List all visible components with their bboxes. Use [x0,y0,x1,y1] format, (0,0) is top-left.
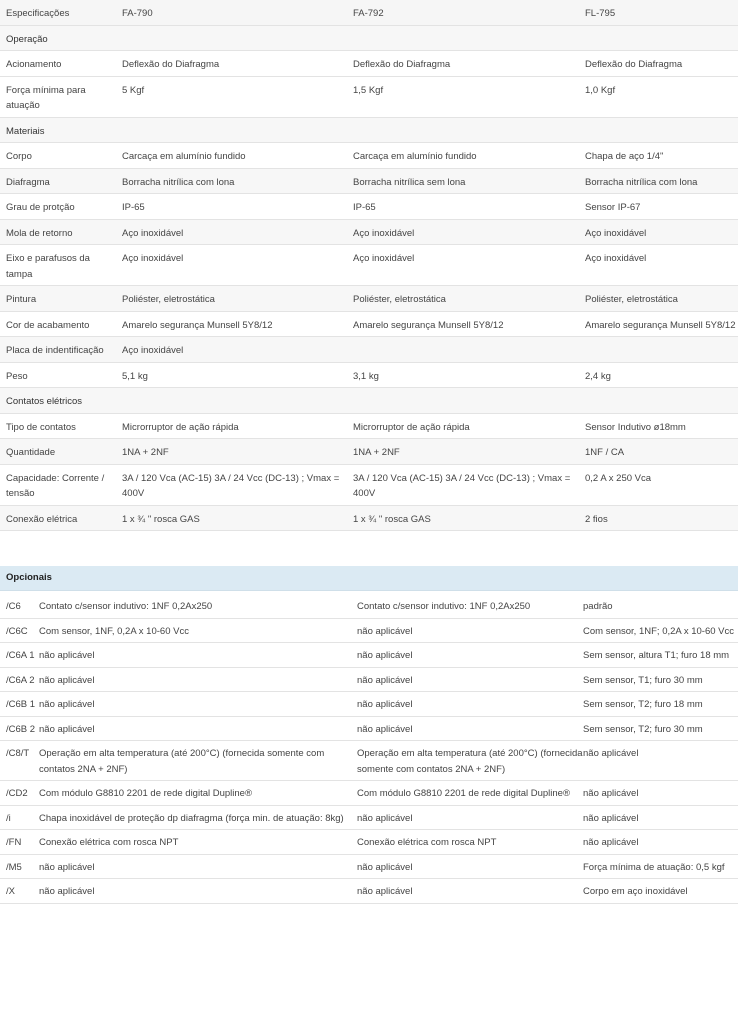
table-row [0,168,738,194]
table-row-cell: Diafragma [0,168,122,194]
table-row-cell: 1 x ¾ " rosca GAS [353,505,585,531]
table-row-cell: Quantidade [0,439,122,465]
table-row-cell: Capacidade: Corrente / tensão [6,472,105,499]
section-row-cell: Operação [0,25,122,51]
optional-code: /FN [6,837,22,848]
table-row [0,505,738,531]
optional-cell: Com sensor, 1NF; 0,2A x 10-60 Vcc [583,625,735,637]
table-row-cell: Amarelo segurança Munsell 5Y8/12 [122,319,273,331]
table-row-cell: 1NF / CA [585,439,738,465]
table-row-cell: 2 fios [585,505,738,531]
optional-row [0,594,738,618]
optionals-table [0,594,738,904]
optional-cell: Contato c/sensor indutivo: 1NF 0,2Ax250 [357,601,531,612]
optional-cell: Sem sensor, T2; furo 30 mm [583,723,703,735]
section-row-cell [122,388,353,414]
table-row-cell: Aço inoxidável [585,253,647,264]
table-row [0,194,738,220]
table-header-row-cell: Especificações [0,0,122,25]
optional-row [0,879,738,904]
optional-row [0,618,738,643]
table-row-cell: Conexão elétrica [0,505,122,531]
optional-cell: Força mínima de atuação: 0,5 kgf [583,861,725,873]
table-row-cell: Deflexão do Diafragma [353,59,451,70]
table-row-cell: Eixo e parafusos da tampa [6,253,90,280]
table-row [0,51,738,77]
optional-cell: Sem sensor, altura T1; furo 18 mm [583,650,730,661]
table-header-row-cell: FA-790 [122,0,353,25]
section-row-cell: Contatos elétricos [0,388,122,414]
table-row-cell: Amarelo segurança Munsell 5Y8/12 [585,319,736,331]
optional-cell: Conexão elétrica com rosca NPT [39,837,179,848]
optional-code: /C6A 1 [6,650,35,661]
table-row-cell [353,337,585,363]
table-row-cell: Pintura [0,286,122,312]
optional-cell: não aplicável [39,674,95,686]
section-row-cell: Materiais [0,117,122,143]
table-row-cell: Força mínima para atuação [6,84,86,111]
optional-cell: não aplicável [39,650,95,661]
optional-cell: não aplicável [39,861,95,873]
optional-row [0,854,738,879]
optional-row [0,692,738,717]
optional-code: /C6B 2 [6,723,36,735]
optional-cell: não aplicável [357,650,413,661]
optional-cell: Corpo em aço inoxidável [583,886,688,897]
optional-cell: não aplicável [583,837,639,848]
table-row-cell: 0,2 A x 250 Vca [585,472,652,484]
section-row-cell [585,117,738,143]
section-row [0,25,738,51]
optional-cell: Com módulo G8810 2201 de rede digital Dupline® [357,788,570,799]
table-row-cell: Peso [6,370,28,382]
table-row-cell [585,337,738,363]
table-row-cell: Carcaça em alumínio fundido [122,151,246,162]
table-row [0,219,738,245]
table-row-cell: Chapa de aço 1/4" [585,151,664,162]
table-row-cell: Amarelo segurança Munsell 5Y8/12 [353,319,504,331]
table-row [0,464,738,505]
optional-cell: Sem sensor, T1; furo 30 mm [583,674,703,686]
optional-cell: não aplicável [583,812,639,824]
table-row-cell: 5,1 kg [122,370,148,382]
table-row-cell: Cor de acabamento [6,319,90,331]
optional-cell: não aplicável [357,886,413,897]
table-row-cell: IP-65 [353,202,376,213]
optional-cell: Chapa inoxidável de proteção dp diafragma (força min. de atuação: 8kg) [39,812,344,824]
table-row-cell: Microrruptor de ação rápida [353,421,470,433]
optional-cell: Contato c/sensor indutivo: 1NF 0,2Ax250 [39,601,213,612]
table-row-cell: Aço inoxidável [353,253,415,264]
optional-cell: não aplicável [39,699,95,710]
optional-cell: não aplicável [583,788,639,799]
table-row-cell: 5 Kgf [122,84,145,96]
table-row-cell: Mola de retorno [0,219,122,245]
section-row-cell [353,25,585,51]
table-row [0,413,738,439]
table-row-cell: Poliéster, eletrostática [353,286,585,312]
table-header-row-cell: FA-792 [353,0,585,25]
optional-cell: padrão [583,601,613,612]
table-row-cell: Poliéster, eletrostática [122,286,353,312]
section-row [0,388,738,414]
optionals-header [0,566,738,591]
optional-cell: não aplicável [357,625,413,637]
optional-cell: Conexão elétrica com rosca NPT [357,837,497,848]
section-row-cell [353,388,585,414]
table-row [0,143,738,169]
table-row-cell: Borracha nitrílica com lona [585,168,738,194]
table-row-cell: 3,1 kg [353,370,379,382]
table-row-cell: Aço inoxidável [122,337,353,363]
optional-row [0,830,738,855]
table-row-cell: Sensor Indutivo ø18mm [585,421,686,433]
optional-row [0,716,738,741]
table-row-cell: 1,0 Kgf [585,84,616,96]
optional-cell: Com módulo G8810 2201 de rede digital Dupline® [39,788,252,799]
table-row [0,286,738,312]
table-row-cell: Borracha nitrílica sem lona [353,168,585,194]
optional-cell: não aplicável [357,723,413,735]
table-row-cell: Borracha nitrílica com lona [122,168,353,194]
table-row-cell: 1NA + 2NF [122,439,353,465]
table-row-cell: Acionamento [6,59,62,70]
optional-code: /C6C [6,625,28,637]
optional-cell: não aplicável [357,674,413,686]
section-row-cell [122,117,353,143]
optional-code: /C6A 2 [6,674,35,686]
table-row-cell: 1 x ¾ " rosca GAS [122,505,353,531]
optional-cell: não aplicável [357,699,413,710]
optional-code: /C8/T [6,748,30,759]
optional-cell: não aplicável [357,861,413,873]
table-row-cell: Carcaça em alumínio fundido [353,151,477,162]
section-row-cell [585,388,738,414]
optional-row [0,741,738,781]
section-row-cell [353,117,585,143]
optional-cell: Com sensor, 1NF, 0,2A x 10-60 Vcc [39,625,189,637]
table-row [0,245,738,286]
table-row-cell: Deflexão do Diafragma [585,59,683,70]
table-row-cell: Aço inoxidável [353,219,585,245]
optional-cell: não aplicável [39,723,95,735]
optional-row [0,805,738,830]
table-row [0,76,738,117]
table-row-cell: Tipo de contatos [6,421,76,433]
table-header-row [0,0,738,25]
table-row-cell: Microrruptor de ação rápida [122,421,239,433]
table-row [0,439,738,465]
optional-code: /C6B 1 [6,699,36,710]
table-row-cell: Poliéster, eletrostática [585,286,738,312]
optional-row [0,667,738,692]
optional-cell: Sem sensor, T2; furo 18 mm [583,699,703,710]
table-row-cell: Aço inoxidável [122,219,353,245]
section-row-cell [122,25,353,51]
optional-cell: Operação em alta temperatura (até 200°C) (fornecida somente com contatos 2NA + 2NF) [357,748,583,775]
optional-code: /C6 [6,601,21,612]
table-row-cell: Aço inoxidável [122,253,184,264]
optionals-title: Opcionais [6,572,52,583]
table-row-cell: 1NA + 2NF [353,439,585,465]
table-row-cell: 2,4 kg [585,370,611,382]
optional-cell: Operação em alta temperatura (até 200°C) (fornecida somente com contatos 2NA + 2NF) [39,748,325,775]
table-row [0,362,738,388]
table-row-cell: Corpo [6,151,32,162]
optional-cell: não aplicável [583,748,639,759]
table-row [0,337,738,363]
optional-row [0,643,738,668]
table-row-cell: 1,5 Kgf [353,84,384,96]
optional-code: /i [6,812,11,824]
optional-code: /CD2 [6,788,28,799]
table-row-cell: Aço inoxidável [585,219,738,245]
table-row-cell: IP-65 [122,202,145,213]
table-header-row-cell: FL-795 [585,0,738,25]
table-row-cell: Placa de indentificação [0,337,122,363]
section-row-cell [585,25,738,51]
table-row-cell: Sensor IP-67 [585,202,641,213]
table-row-cell: 3A / 120 Vca (AC-15) 3A / 24 Vcc (DC-13) ; Vmax = 400V [353,472,571,499]
optional-code: /X [6,886,15,897]
table-row-cell: Grau de protção [6,202,75,213]
table-row-cell: Deflexão do Diafragma [122,59,220,70]
optional-row [0,781,738,806]
table-row [0,311,738,337]
optional-cell: não aplicável [357,812,413,824]
optional-code: /M5 [6,861,22,873]
optional-cell: não aplicável [39,886,95,897]
section-row [0,117,738,143]
table-row-cell: 3A / 120 Vca (AC-15) 3A / 24 Vcc (DC-13) ; Vmax = 400V [122,472,340,499]
